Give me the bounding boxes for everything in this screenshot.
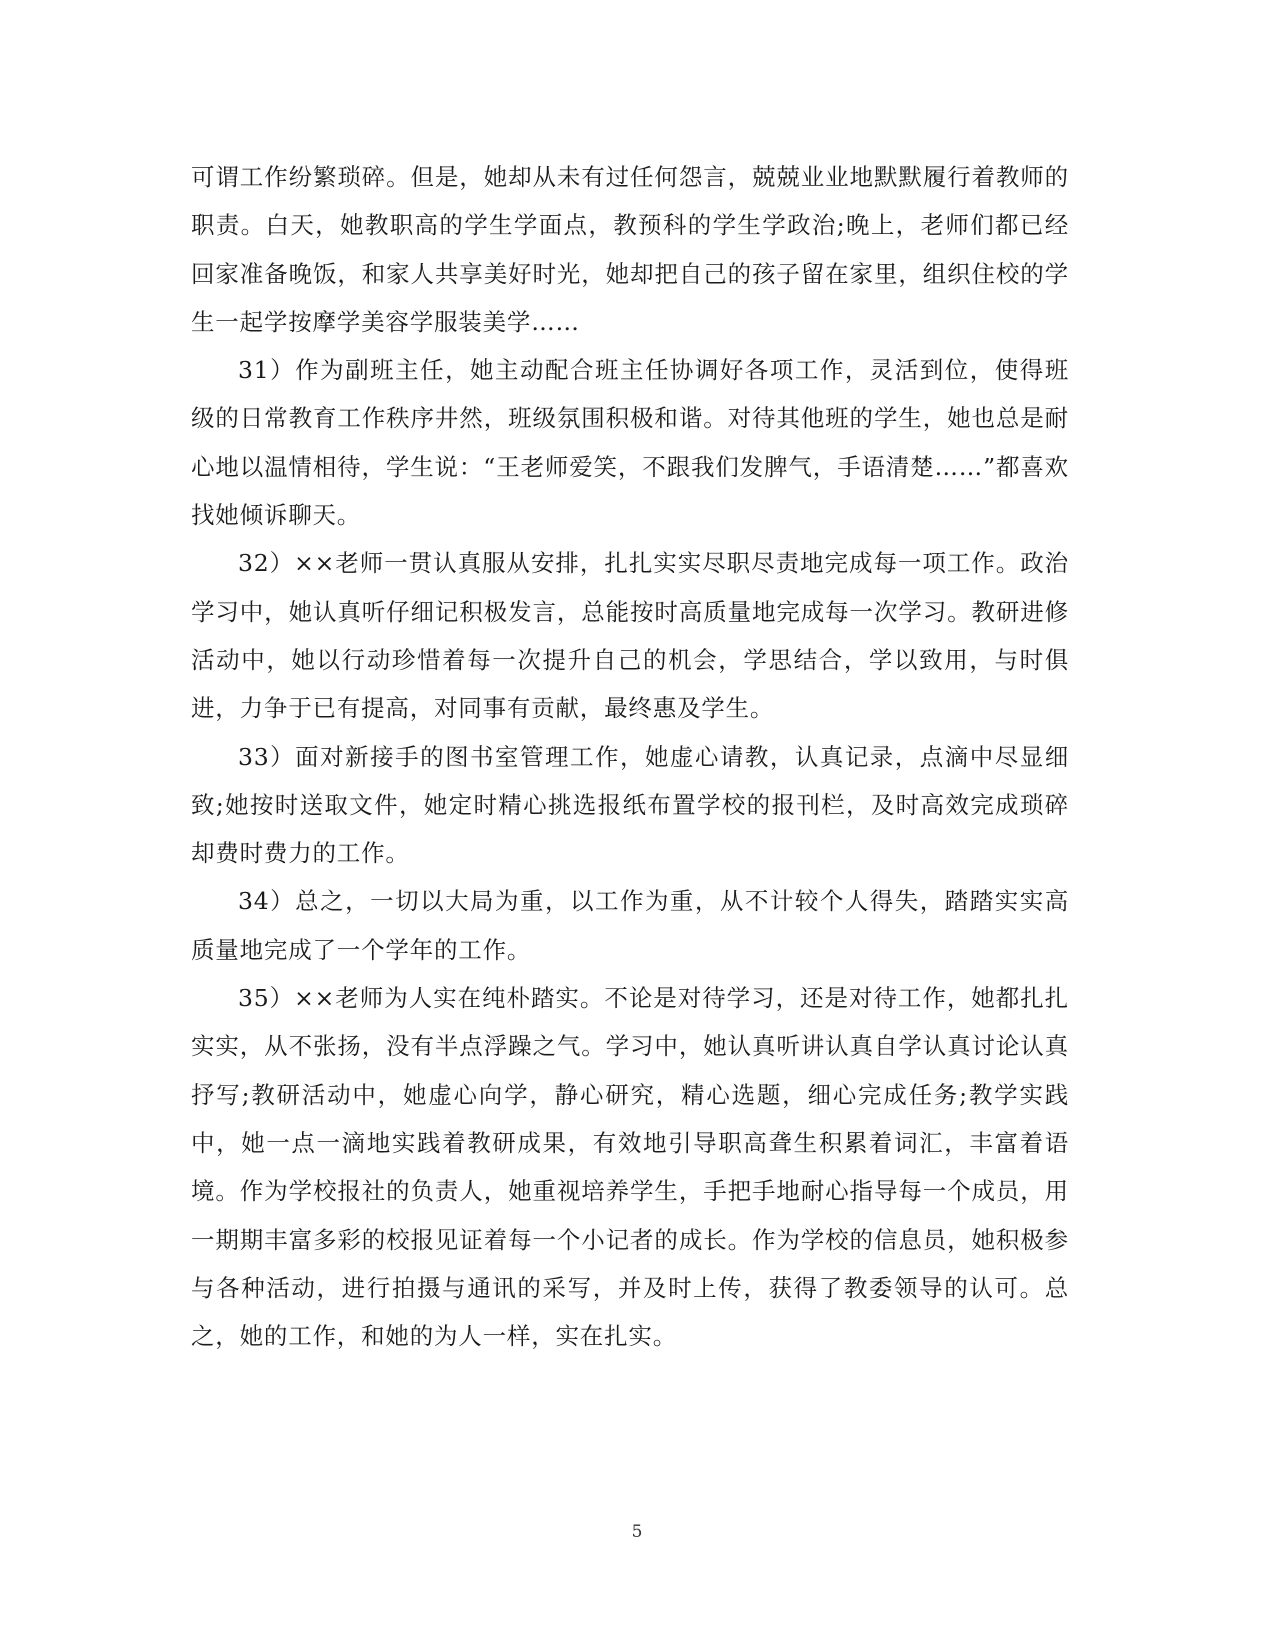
document-body [191, 153, 1069, 1360]
page-number: 5 [631, 1522, 643, 1542]
paragraph-33: 33）面对新接手的图书室管理工作，她虚心请教，认真记录，点滴中尽显细致;她按时送取文件，她定时精心挑选报纸布置学校的报刊栏，及时高效完成琐碎却费时费力的工作。 [191, 742, 1069, 868]
paragraph-31: 31）作为副班主任，她主动配合班主任协调好各项工作，灵活到位，使得班级的日常教育工作秩序井然，班级氛围积极和谐。对待其他班的学生，她也总是耐心地以温情相待，学生说：“王老师爱笑，不跟我们发脾气，手语清楚……”都喜欢找她倾诉聊天。 [191, 356, 1069, 530]
paragraph-continuation: 可谓工作纷繁琐碎。但是，她却从未有过任何怨言，兢兢业业地默默履行着教师的职责。白天，她教职高的学生学面点，教预科的学生学政治;晚上，老师们都已经回家准备晚饭，和家人共享美好时光，她却把自己的孩子留在家里，组织住校的学生一起学按摩学美容学服装美学…… [191, 163, 1069, 336]
paragraph-32: 32）××老师一贯认真服从安排，扎扎实实尽职尽责地完成每一项工作。政治学习中，她认真听仔细记积极发言，总能按时高质量地完成每一次学习。教研进修活动中，她以行动珍惜着每一次提升自己的机会，学思结合，学以致用，与时俱进，力争于已有提高，对同事有贡献，最终惠及学生。 [191, 549, 1069, 723]
paragraph-35: 35）××老师为人实在纯朴踏实。不论是对待学习，还是对待工作，她都扎扎实实，从不张扬，没有半点浮躁之气。学习中，她认真听讲认真自学认真讨论认真抒写;教研活动中，她虚心向学，静心研究，精心选题，细心完成任务;教学实践中，她一点一滴地实践着教研成果，有效地引导职高聋生积累着词汇，丰富着语境。作为学校报社的负责人，她重视培养学生，手把手地耐心指导每一个成员，用一期期丰富多彩的校报见证着每一个小记者的成长。作为学校的信息员，她积极参与各种活动，进行拍摄与通讯的采写，并及时上传，获得了教委领导的认可。总之，她的工作，和她的为人一样，实在扎实。 [191, 984, 1069, 1351]
paragraph-34: 34）总之，一切以大局为重，以工作为重，从不计较个人得失，踏踏实实高质量地完成了一个学年的工作。 [191, 887, 1069, 964]
